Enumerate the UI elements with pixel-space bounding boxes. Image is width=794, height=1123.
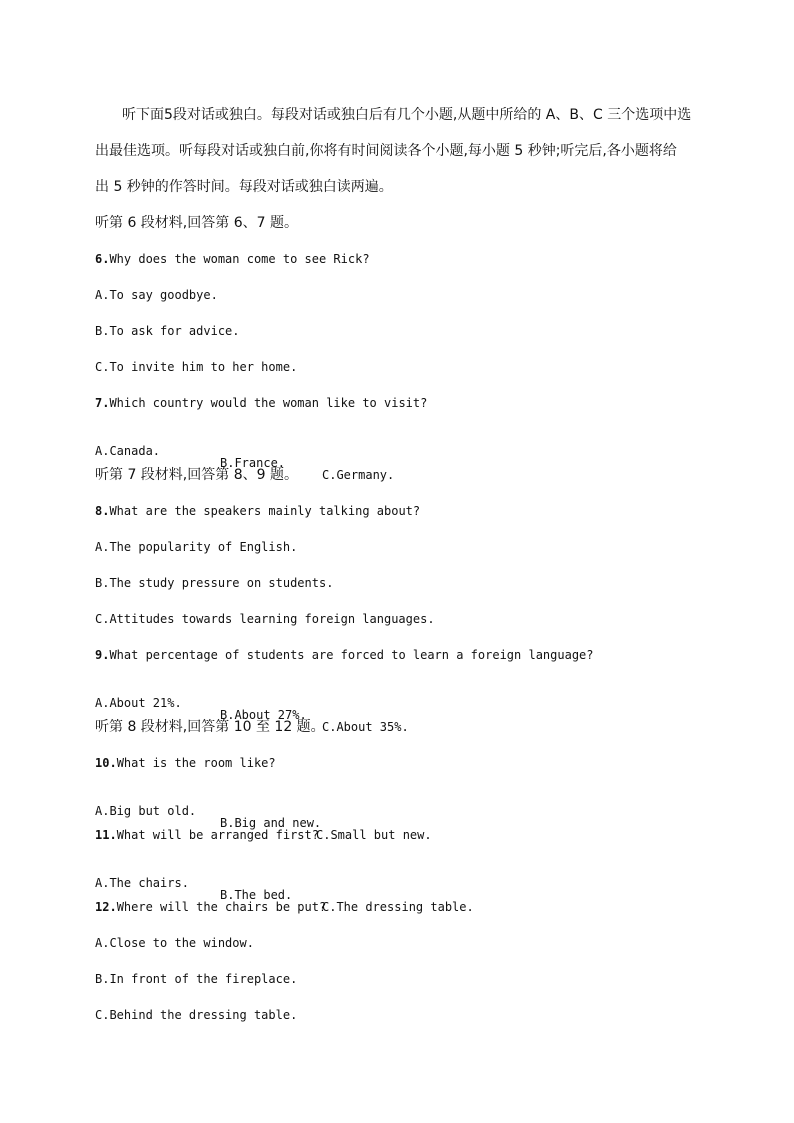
question-text: Which country would the woman like to visit?	[109, 396, 428, 410]
question-12	[95, 901, 326, 913]
question-number: 6.	[95, 252, 110, 266]
option-10c: C.Small but new.	[316, 828, 432, 842]
section-heading-8: 听第 8 段材料,回答第 10 至 12 题。	[95, 719, 325, 735]
option-9b: B.About 27%.	[220, 708, 307, 722]
instructions-line-2: 出最佳选项。听每段对话或独白前,你将有时间阅读各个小题,每小题 5 秒钟;听完后,各小题将给	[95, 143, 677, 159]
question-number: 8.	[95, 504, 110, 518]
question-text: Where will the chairs be put?	[116, 900, 327, 914]
question-8	[95, 505, 420, 517]
option-6a: A.To say goodbye.	[95, 288, 218, 302]
question-number: 12.	[95, 900, 117, 914]
question-number: 11.	[95, 828, 117, 842]
question-text: Why does the woman come to see Rick?	[109, 252, 370, 266]
question-number: 9.	[95, 648, 110, 662]
question-text: What is the room like?	[116, 756, 276, 770]
option-7c: C.Germany.	[322, 468, 395, 482]
question-10	[95, 757, 276, 769]
question-11	[95, 829, 319, 841]
question-number: 10.	[95, 756, 117, 770]
option-12a: A.Close to the window.	[95, 936, 254, 950]
section-heading-7: 听第 7 段材料,回答第 8、9 题。	[95, 467, 298, 483]
option-10b: B.Big and new.	[220, 816, 322, 830]
option-9c: C.About 35%.	[322, 720, 409, 734]
question-6	[95, 253, 370, 265]
section-heading-6: 听第 6 段材料,回答第 6、7 题。	[95, 215, 298, 231]
option-7a: A.Canada.	[95, 444, 161, 458]
question-text: What percentage of students are forced to learn a foreign language?	[109, 648, 594, 662]
option-6b: B.To ask for advice.	[95, 324, 240, 338]
option-11a: A.The chairs.	[95, 876, 189, 890]
option-12c: C.Behind the dressing table.	[95, 1008, 298, 1022]
question-text: What are the speakers mainly talking about?	[109, 504, 421, 518]
option-6c: C.To invite him to her home.	[95, 360, 298, 374]
option-9a: A.About 21%.	[95, 696, 182, 710]
instructions-line-3: 出 5 秒钟的作答时间。每段对话或独白读两遍。	[95, 179, 393, 195]
question-number: 7.	[95, 396, 110, 410]
option-10a: A.Big but old.	[95, 804, 197, 818]
option-7b: B.France.	[220, 456, 286, 470]
question-text: What will be arranged first?	[116, 828, 319, 842]
question-7	[95, 397, 427, 409]
instructions-line-1: 听下面5段对话或独白。每段对话或独白后有几个小题,从题中所给的 A、B、C 三个选项中选	[122, 107, 692, 123]
question-9	[95, 649, 594, 661]
option-8b: B.The study pressure on students.	[95, 576, 334, 590]
option-11c: C.The dressing table.	[322, 900, 474, 914]
option-8a: A.The popularity of English.	[95, 540, 298, 554]
option-12b: B.In front of the fireplace.	[95, 972, 298, 986]
option-8c: C.Attitudes towards learning foreign languages.	[95, 612, 435, 626]
option-11b: B.The bed.	[220, 888, 293, 902]
